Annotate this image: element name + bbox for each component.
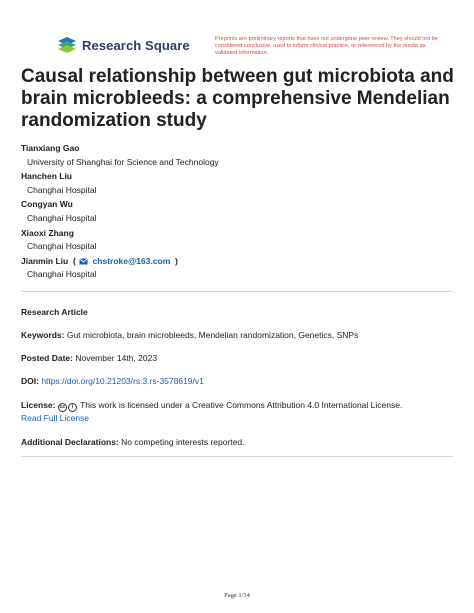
article-type <box>21 306 456 318</box>
keywords-value: Gut microbiota, brain microbleeds, Mendelian randomization, Genetics, SNPs <box>66 330 359 340</box>
author-entry <box>21 255 451 282</box>
author-entry <box>21 142 451 169</box>
author-affiliation: University of Shanghai for Science and Technology <box>27 156 219 167</box>
author-entry <box>21 170 451 197</box>
author-affiliation: Changhai Hospital <box>27 241 97 252</box>
author-name: Jianmin Liu <box>21 255 69 266</box>
author-affiliation: Changhai Hospital <box>27 212 97 223</box>
author-entry <box>21 198 451 225</box>
author-name: Congyan Wu <box>21 199 73 210</box>
keywords-label: Keywords: <box>21 330 65 340</box>
declarations-label: Additional Declarations: <box>21 437 119 447</box>
page-number: Page 1/14 <box>224 592 250 599</box>
posted-date-value: November 14th, 2023 <box>75 353 158 363</box>
doi-row <box>21 375 456 387</box>
license-text: This work is licensed under a Creative Commons Attribution 4.0 International License. <box>80 400 403 410</box>
preprint-notice: Preprints are preliminary reports that have not undergone peer review. They should not be considered conclusive, used to inform clinical practice, or referenced by the media as validated information. <box>215 36 438 57</box>
author-affiliation: Changhai Hospital <box>27 184 97 195</box>
license-label: License: <box>21 400 56 410</box>
doi-link[interactable]: https://doi.org/10.21203/rs.3.rs-3578619/v1 <box>41 376 204 386</box>
license-row <box>21 399 456 424</box>
attribution-icon: i <box>68 403 77 412</box>
corresponding-author-line: Jianmin Liu ( chstroke@163.com ) <box>21 255 178 266</box>
keywords-row <box>21 329 456 341</box>
research-square-logo-icon <box>57 36 77 54</box>
research-square-logo <box>57 36 190 54</box>
doi-label: DOI: <box>21 376 39 386</box>
paper-title: Causal relationship between gut microbiota and brain microbleeds: a comprehensive Mendelian randomization study <box>21 66 454 131</box>
cc-icon: cc <box>59 404 66 410</box>
posted-date-row <box>21 352 456 364</box>
declarations-row <box>21 436 456 448</box>
author-affiliation: Changhai Hospital <box>27 269 97 280</box>
declarations-value: No competing interests reported. <box>121 437 245 447</box>
author-name: Tianxiang Gao <box>21 143 80 153</box>
divider <box>21 291 453 292</box>
divider <box>21 456 453 457</box>
logo-text: Research Square <box>82 37 190 53</box>
article-type-value: Research Article <box>21 307 88 317</box>
read-full-license-link[interactable]: Read Full License <box>21 413 90 423</box>
author-email-link[interactable]: chstroke@163.com <box>92 255 171 266</box>
envelope-icon <box>79 258 88 265</box>
posted-date-label: Posted Date: <box>21 353 73 363</box>
author-name: Xiaoxi Zhang <box>21 227 74 238</box>
author-name: Hanchen Liu <box>21 171 73 182</box>
author-entry <box>21 227 451 254</box>
author-list <box>21 142 451 283</box>
